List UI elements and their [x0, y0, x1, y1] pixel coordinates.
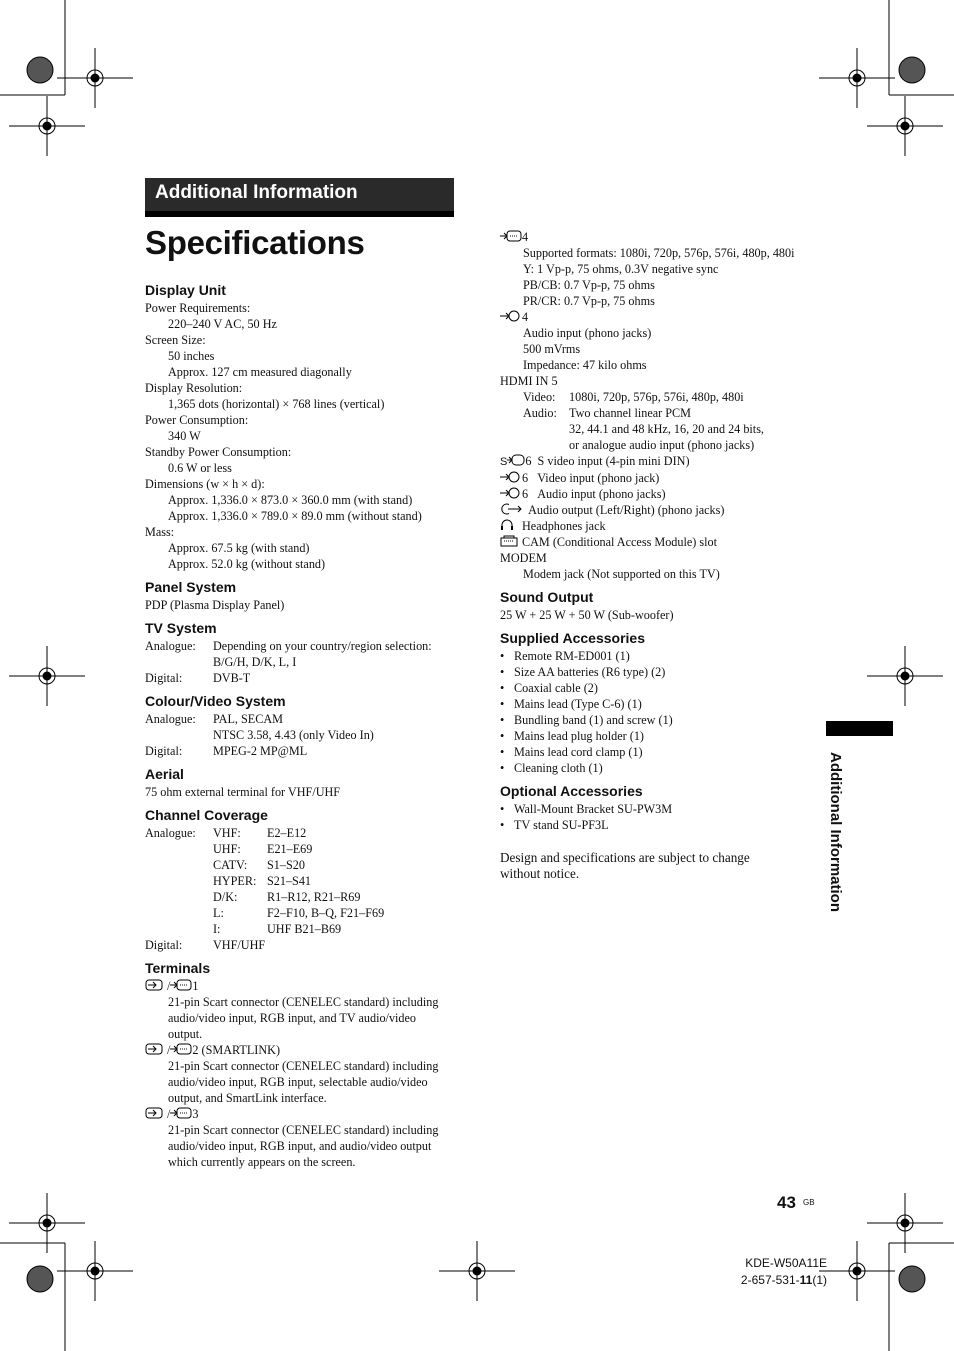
- scart3-desc-line: which currently appears on the screen.: [168, 1155, 356, 1169]
- tv-analogue-line1: Depending on your country/region selection:: [213, 639, 432, 653]
- channel-coverage-analogue: [145, 825, 465, 937]
- part-number-post: (1): [812, 1273, 827, 1287]
- list-item: • Size AA batteries (R6 type) (2): [500, 664, 820, 680]
- page-language: GB: [803, 1198, 815, 1207]
- registration-crosshair: [819, 48, 895, 108]
- panel-system-heading: Panel System: [145, 579, 237, 595]
- channel-range: UHF B21–B69: [267, 922, 342, 936]
- channel-range: F2–F10, B–Q, F21–F69: [267, 906, 385, 920]
- resolution-label: Display Resolution:: [145, 381, 243, 395]
- channel-band: CATV:: [213, 858, 248, 872]
- audio4-label: [500, 309, 820, 325]
- component-input-icon: [500, 230, 522, 242]
- section-header: [145, 178, 454, 217]
- tv-analogue-label: Analogue:: [145, 639, 196, 653]
- registration-crosshair: [439, 1241, 515, 1301]
- component4-desc-line: PR/CR: 0.7 Vp-p, 75 ohms: [523, 294, 655, 308]
- modem-desc: Modem jack (Not supported on this TV): [523, 567, 720, 581]
- channel-digital-label: Digital:: [145, 938, 183, 952]
- scart-slash: /: [167, 1107, 171, 1121]
- standby-label: Standby Power Consumption:: [145, 445, 292, 459]
- part-number-pre: 2-657-531-: [740, 1273, 800, 1287]
- standby-value: 0.6 W or less: [168, 461, 232, 475]
- svideo-icon: [507, 454, 525, 466]
- scart-slash: /: [167, 979, 171, 993]
- component4-number: 4: [522, 230, 529, 244]
- power-req-value: 220–240 V AC, 50 Hz: [168, 317, 277, 331]
- page-number: 43: [777, 1193, 796, 1212]
- mass-label: Mass:: [145, 525, 175, 539]
- channel-digital-value: VHF/UHF: [213, 938, 266, 952]
- audio-output-icon: [500, 503, 522, 515]
- registration-crosshair: [867, 646, 943, 706]
- side-tab-marker: [826, 721, 893, 736]
- screen-size-label: Screen Size:: [145, 333, 206, 347]
- aerial-heading: Aerial: [145, 766, 184, 782]
- tv-system-analogue: [145, 638, 465, 670]
- dimensions-nostand: Approx. 1,336.0 × 789.0 × 89.0 mm (without stand): [168, 509, 422, 523]
- mass-stand: Approx. 67.5 kg (with stand): [168, 541, 310, 555]
- resolution-value: 1,365 dots (horizontal) × 768 lines (vertical): [168, 397, 385, 411]
- scart3-number: 3: [192, 1107, 199, 1121]
- sound-output-heading: Sound Output: [500, 589, 594, 605]
- channel-row: [213, 841, 384, 857]
- list-item: • Remote RM-ED001 (1): [500, 648, 820, 664]
- scart1-number: 1: [192, 979, 199, 993]
- sound-output-value: 25 W + 25 W + 50 W (Sub-woofer): [500, 608, 674, 622]
- audio6-row: [500, 486, 820, 502]
- screen-size-value: 50 inches: [168, 349, 215, 363]
- tv-analogue-line2: B/G/H, D/K, L, I: [213, 655, 297, 669]
- list-item: • Mains lead (Type C-6) (1): [500, 696, 820, 712]
- consumption-value: 340 W: [168, 429, 201, 443]
- cam-row: [500, 534, 820, 550]
- channel-range: R1–R12, R21–R69: [267, 890, 361, 904]
- scart-out-icon: [170, 1043, 192, 1055]
- notice-line: Design and specifications are subject to change: [500, 850, 750, 865]
- notice-line: without notice.: [500, 866, 580, 881]
- svideo-desc: S video input (4-pin mini DIN): [537, 454, 690, 468]
- left-column: [145, 275, 465, 1170]
- registration-crosshair: [867, 1193, 943, 1253]
- svideo-number: 6: [525, 454, 532, 468]
- notice: [500, 850, 820, 882]
- audio4-desc-line: 500 mVrms: [523, 342, 581, 356]
- list-item: • Bundling band (1) and screw (1): [500, 712, 820, 728]
- power-req-label: Power Requirements:: [145, 301, 251, 315]
- colour-analogue-label: Analogue:: [145, 712, 196, 726]
- scart3-desc-line: 21-pin Scart connector (CENELEC standard) including: [168, 1123, 439, 1137]
- scart-in-icon: [145, 1107, 167, 1119]
- component4-desc-line: PB/CB: 0.7 Vp-p, 75 ohms: [523, 278, 655, 292]
- scart1-label: [145, 978, 465, 994]
- channel-row: [213, 889, 384, 905]
- scart-slash: /: [167, 1043, 171, 1057]
- audio-input-icon: [500, 310, 522, 322]
- channel-table: [213, 825, 384, 937]
- audio4-desc-line: Impedance: 47 kilo ohms: [523, 358, 647, 372]
- registration-crosshair: [57, 1241, 133, 1301]
- scart2-desc-line: 21-pin Scart connector (CENELEC standard) including: [168, 1059, 439, 1073]
- tv-digital-value: DVB-T: [213, 671, 251, 685]
- audio4-desc-line: Audio input (phono jacks): [523, 326, 652, 340]
- part-number-bold: 11: [799, 1273, 813, 1287]
- registration-crosshair: [9, 646, 85, 706]
- component4-desc-line: Y: 1 Vp-p, 75 ohms, 0.3V negative sync: [523, 262, 719, 276]
- registration-crosshair: [9, 96, 85, 156]
- mass-nostand: Approx. 52.0 kg (without stand): [168, 557, 326, 571]
- headphones-row: [500, 518, 820, 534]
- colour-digital-label: Digital:: [145, 744, 183, 758]
- registration-crosshair: [9, 1193, 85, 1253]
- channel-band: I:: [213, 922, 221, 936]
- scart2-desc-line: audio/video input, RGB input, selectable audio/video: [168, 1075, 428, 1089]
- aerial-value: 75 ohm external terminal for VHF/UHF: [145, 785, 341, 799]
- scart2-label: [145, 1042, 465, 1058]
- channel-range: E2–E12: [267, 826, 307, 840]
- channel-band: D/K:: [213, 890, 238, 904]
- registration-crosshair: [867, 96, 943, 156]
- channel-range: S1–S20: [267, 858, 305, 872]
- hdmi-video: [500, 389, 820, 405]
- list-item: • Mains lead cord clamp (1): [500, 744, 820, 760]
- hdmi-audio-value: [569, 405, 764, 453]
- colour-system-heading: Colour/Video System: [145, 693, 286, 709]
- audio-out-desc: Audio output (Left/Right) (phono jacks): [528, 503, 725, 517]
- colour-analogue: [145, 711, 465, 743]
- channel-row: [213, 921, 384, 937]
- hdmi-audio-label: Audio:: [523, 406, 557, 420]
- colour-analogue-value: [213, 711, 374, 743]
- channel-range: S21–S41: [267, 874, 312, 888]
- right-column: [500, 229, 820, 882]
- scart1-desc-line: output.: [168, 1027, 203, 1041]
- scart-out-icon: [170, 979, 192, 991]
- video6-row: [500, 470, 820, 486]
- colour-analogue-line1: PAL, SECAM: [213, 712, 283, 726]
- channel-coverage-digital: [145, 937, 465, 953]
- channel-analogue-label: Analogue:: [145, 826, 196, 840]
- hdmi-label: HDMI IN 5: [500, 374, 558, 388]
- colour-digital-value: MPEG-2 MP@ML: [213, 744, 308, 758]
- channel-band: VHF:: [213, 826, 241, 840]
- panel-system-value: PDP (Plasma Display Panel): [145, 598, 285, 612]
- channel-band: HYPER:: [213, 874, 257, 888]
- scart-out-icon: [170, 1107, 192, 1119]
- hdmi-audio: [500, 405, 820, 453]
- channel-row: [213, 873, 384, 889]
- video-input-icon: [500, 471, 522, 483]
- scart3-desc-line: audio/video input, RGB input, and audio/video output: [168, 1139, 432, 1153]
- section-header-text: Additional Information: [155, 182, 358, 203]
- color-target: [899, 57, 925, 83]
- part-number: [727, 1272, 827, 1289]
- hdmi-audio-line: 32, 44.1 and 48 kHz, 16, 20 and 24 bits,: [569, 422, 764, 436]
- cam-desc: CAM (Conditional Access Module) slot: [522, 535, 717, 549]
- color-target: [27, 57, 53, 83]
- display-unit-heading: Display Unit: [145, 282, 226, 298]
- channel-coverage-heading: Channel Coverage: [145, 807, 268, 823]
- hdmi-audio-line: or analogue audio input (phono jacks): [569, 438, 755, 452]
- terminals-heading: Terminals: [145, 960, 211, 976]
- audio4-number: 4: [522, 310, 529, 324]
- model-info: [727, 1255, 827, 1289]
- screen-size-note: Approx. 127 cm measured diagonally: [168, 365, 352, 379]
- video-number: 6: [522, 471, 529, 485]
- side-tab-text: Additional Information: [827, 752, 844, 912]
- channel-band: L:: [213, 906, 224, 920]
- list-item: • Cleaning cloth (1): [500, 760, 820, 776]
- video-desc: Video input (phono jack): [537, 471, 660, 485]
- svideo-prefix: S: [500, 456, 508, 468]
- scart1-desc-line: audio/video input, RGB input, and TV audio/video: [168, 1011, 417, 1025]
- scart-in-icon: [145, 979, 167, 991]
- channel-row: [213, 905, 384, 921]
- tv-system-digital: [145, 670, 465, 686]
- consumption-label: Power Consumption:: [145, 413, 249, 427]
- registration-crosshair: [57, 48, 133, 108]
- headphones-icon: [500, 519, 522, 531]
- registration-crosshair: [819, 1241, 895, 1301]
- page-title: Specifications: [145, 224, 365, 261]
- model-number: KDE-W50A11E: [745, 1256, 827, 1270]
- optional-accessories-heading: Optional Accessories: [500, 783, 643, 799]
- channel-row: [213, 825, 384, 841]
- audio-out-row: [500, 502, 820, 518]
- scart1-desc-line: 21-pin Scart connector (CENELEC standard) including: [168, 995, 439, 1009]
- svideo6-row: [500, 453, 820, 470]
- list-item: • TV stand SU-PF3L: [500, 817, 820, 833]
- supplied-accessories-heading: Supplied Accessories: [500, 630, 645, 646]
- color-target: [27, 1266, 53, 1292]
- channel-range: E21–E69: [267, 842, 313, 856]
- dimensions-stand: Approx. 1,336.0 × 873.0 × 360.0 mm (with stand): [168, 493, 413, 507]
- scart3-label: [145, 1106, 465, 1122]
- colour-analogue-line2: NTSC 3.58, 4.43 (only Video In): [213, 728, 374, 742]
- hdmi-video-label: Video:: [523, 390, 556, 404]
- side-tab-label: [826, 752, 844, 952]
- audio-desc: Audio input (phono jacks): [537, 487, 666, 501]
- audio-input-icon: [500, 487, 522, 499]
- channel-row: [213, 857, 384, 873]
- list-item: • Coaxial cable (2): [500, 680, 820, 696]
- hdmi-audio-line: Two channel linear PCM: [569, 406, 692, 420]
- scart2-desc-line: output, and SmartLink interface.: [168, 1091, 327, 1105]
- channel-band: UHF:: [213, 842, 241, 856]
- tv-digital-label: Digital:: [145, 671, 183, 685]
- scart-in-icon: [145, 1043, 167, 1055]
- audio-number: 6: [522, 487, 529, 501]
- list-item: • Mains lead plug holder (1): [500, 728, 820, 744]
- dimensions-label: Dimensions (w × h × d):: [145, 477, 265, 491]
- modem-label: MODEM: [500, 551, 547, 565]
- tv-analogue-value: [213, 638, 432, 670]
- component4-desc-line: Supported formats: 1080i, 720p, 576p, 576i, 480p, 480i: [523, 246, 795, 260]
- list-item: • Wall-Mount Bracket SU-PW3M: [500, 801, 820, 817]
- tv-system-heading: TV System: [145, 620, 217, 636]
- hdmi-video-value: 1080i, 720p, 576p, 576i, 480p, 480i: [569, 390, 744, 404]
- component4-label: [500, 229, 820, 245]
- colour-digital: [145, 743, 465, 759]
- cam-slot-icon: [500, 535, 522, 547]
- scart2-number: 2 (SMARTLINK): [192, 1043, 281, 1057]
- color-target: [899, 1266, 925, 1292]
- headphones-desc: Headphones jack: [522, 519, 606, 533]
